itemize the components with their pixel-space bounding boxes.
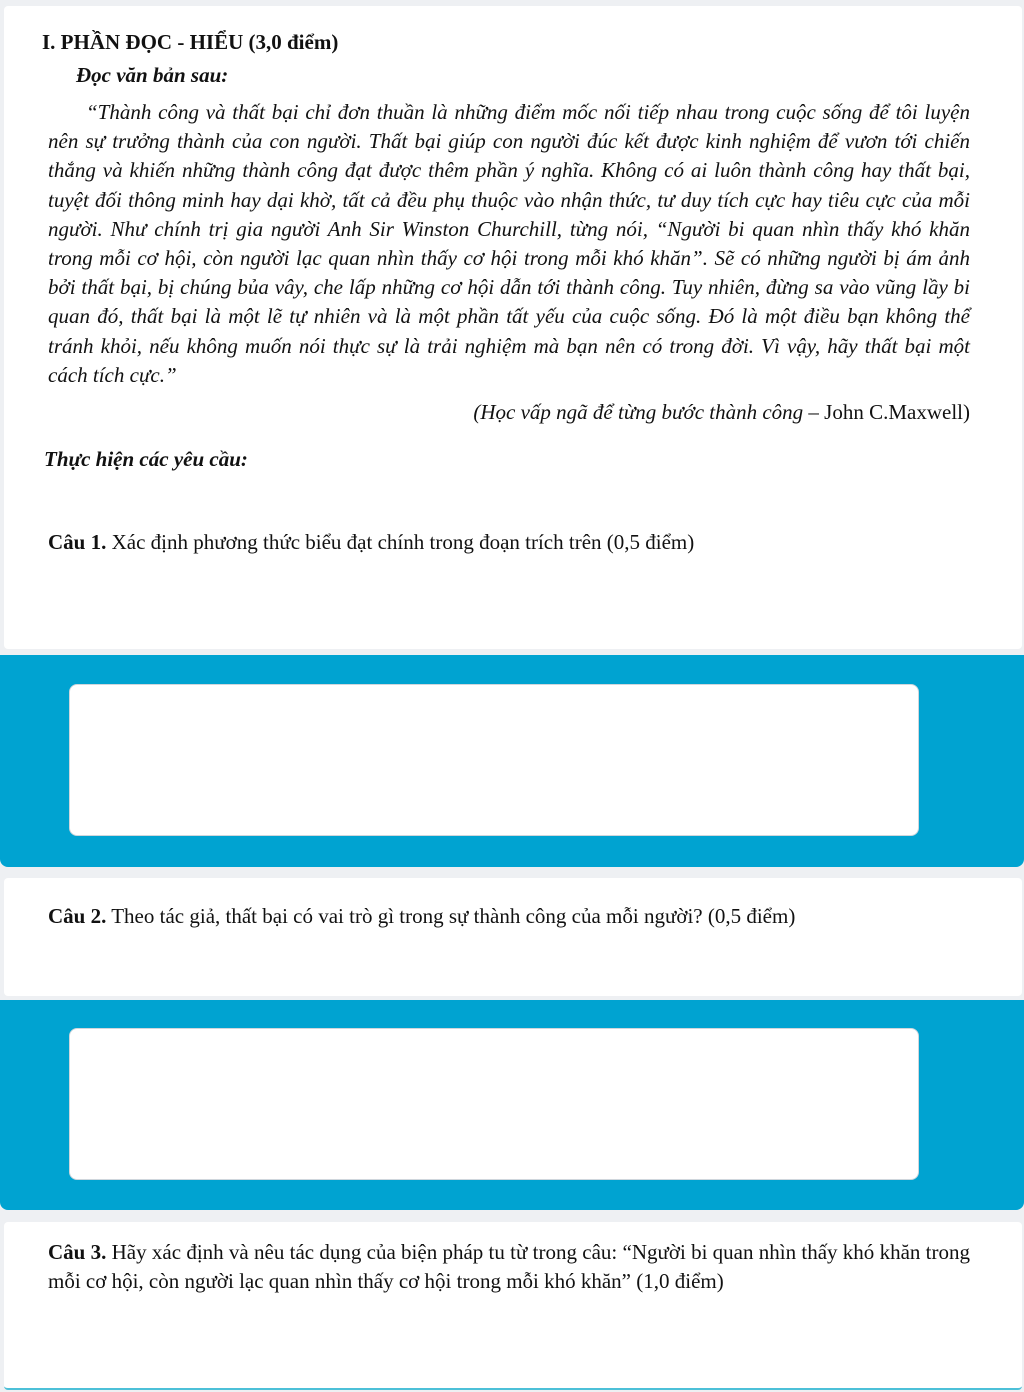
- question-1-text: Xác định phương thức biểu đạt chính trong đoạn trích trên (0,5 điểm): [106, 530, 695, 555]
- reading-prompt: Đọc văn bản sau:: [76, 63, 229, 87]
- question-3-card: [4, 1222, 1022, 1390]
- section-title: I. PHẦN ĐỌC - HIỂU (3,0 điểm): [42, 30, 339, 54]
- question-2-text: Theo tác giả, thất bại có vai trò gì trong sự thành công của mỗi người? (0,5 điểm): [106, 904, 796, 928]
- question-2-card: [4, 878, 1022, 996]
- passage-source: [48, 400, 970, 425]
- question-2: [48, 902, 970, 931]
- question-3: [48, 1238, 970, 1296]
- source-title: (Học vấp ngã để từng bước thành công –: [473, 400, 825, 425]
- question-1: [48, 528, 970, 557]
- answer-input-2[interactable]: [69, 1028, 919, 1180]
- question-2-label: Câu 2.: [48, 904, 107, 928]
- question-3-text: Hãy xác định và nêu tác dụng của biện pháp tu từ trong câu: “Người bi quan nhìn thấy khó khăn trong mỗi cơ hội, còn người lạc quan nhìn thấy cơ hội trong mỗi khó khăn” (1,0 điểm): [48, 1240, 970, 1293]
- question-3-label: Câu 3.: [48, 1240, 107, 1264]
- source-author: John C.Maxwell): [824, 400, 970, 425]
- reading-passage: “Thành công và thất bại chỉ đơn thuần là những điểm mốc nối tiếp nhau trong cuộc sống để tôi luyện nên sự trưởng thành của con người. Thất bại giúp con người đúc kết được kinh nghiệm để vươn tới chiến thắng và khiến những thành công đạt được thêm phần ý nghĩa. Không có ai luôn thành công hay thất bại, tuyệt đối thông minh hay dại khờ, tất cả đều phụ thuộc vào nhận thức, tư duy tích cực hay tiêu cực của mỗi người. Như chính trị gia người Anh Sir Winston Churchill, từng nói, “Người bi quan nhìn thấy khó khăn trong mỗi cơ hội, còn người lạc quan nhìn thấy cơ hội trong mỗi khó khăn”. Sẽ có những người bị ám ảnh bởi thất bại, bị chúng bủa vây, che lấp những cơ hội dẫn tới thành công. Tuy nhiên, đừng sa vào vũng lầy bi quan đó, thất bại là một lẽ tự nhiên và là một phần tất yếu của cuộc sống. Đó là một điều bạn không thể tránh khỏi, nếu không muốn nói thực sự là trải nghiệm mà bạn nên có trong đời. Vì vậy, hãy thất bại một cách tích cực.”: [48, 100, 970, 387]
- answer-input-1[interactable]: [69, 684, 919, 836]
- question-1-label: Câu 1.: [48, 530, 107, 555]
- tasks-heading: Thực hiện các yêu cầu:: [44, 447, 248, 472]
- reading-section-card: [4, 6, 1022, 649]
